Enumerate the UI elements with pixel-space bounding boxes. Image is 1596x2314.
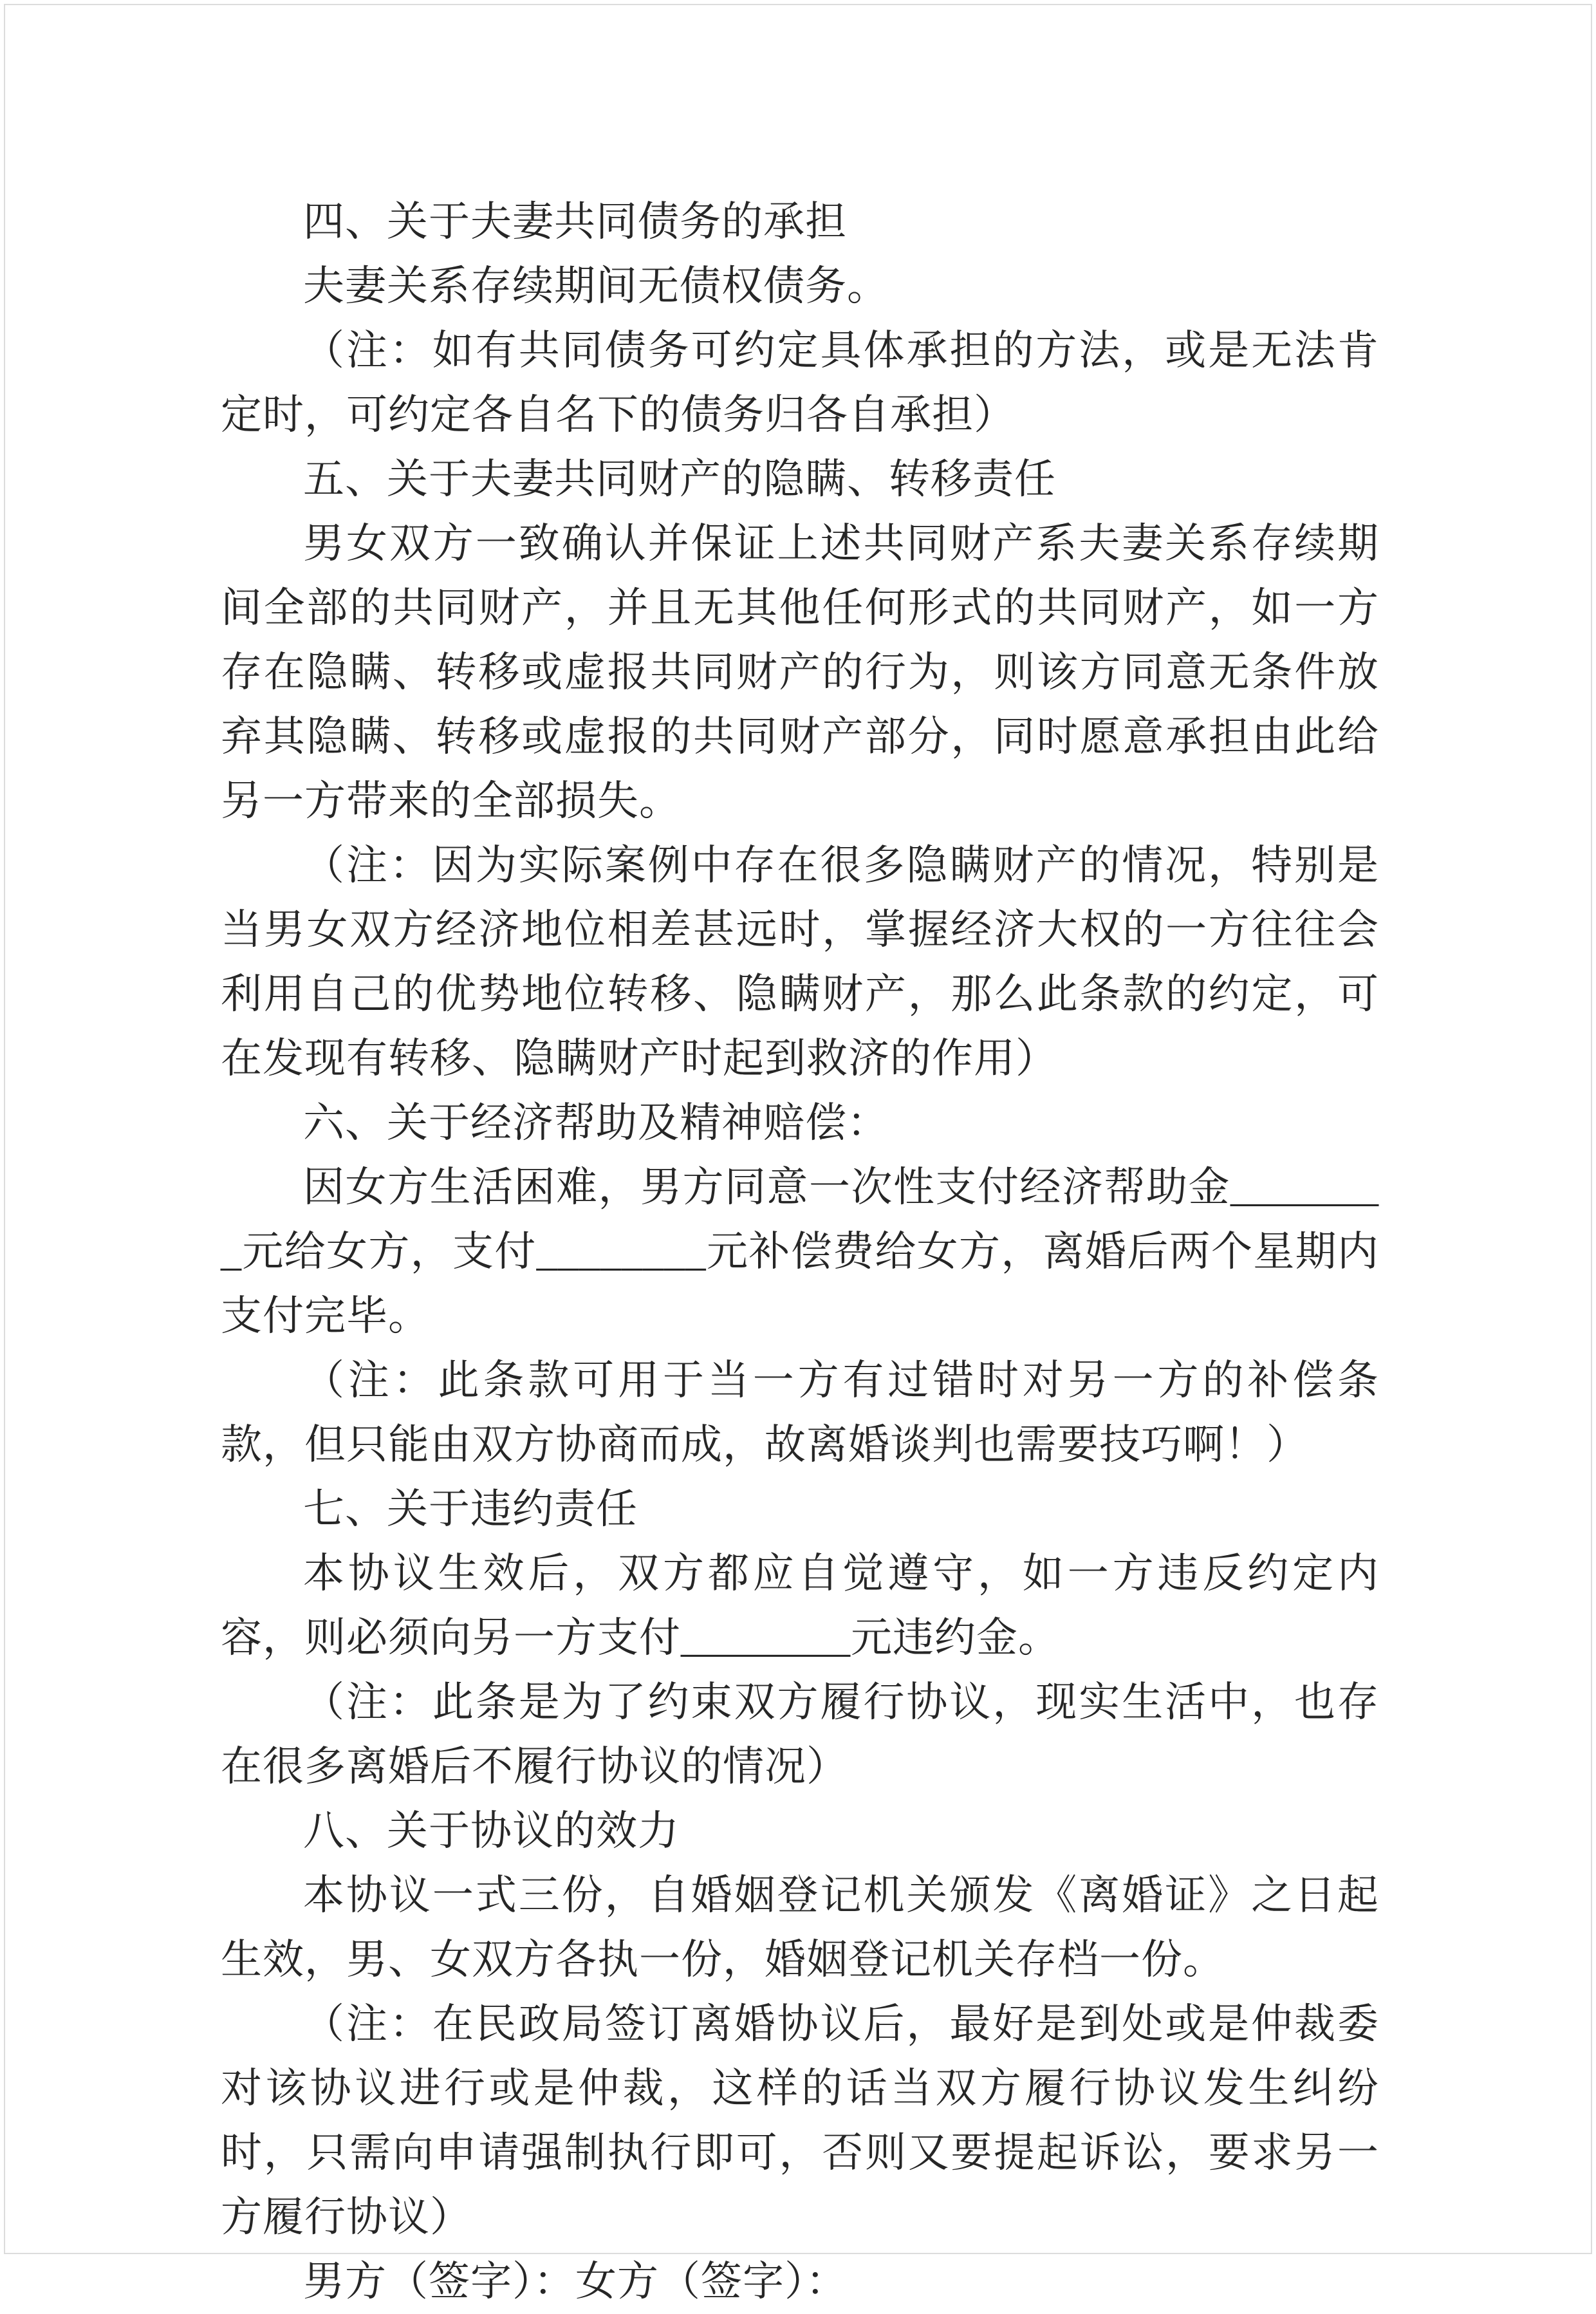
paragraph-concealment-body: 男女双方一致确认并保证上述共同财产系夫妻关系存续期间全部的共同财产，并且无其他任何形式的共同财产，如一方存在隐瞒、转移或虚报共同财产的行为，则该方同意无条件放弃其隐瞒、转移或虚报的共同财产部分，同时愿意承担由此给另一方带来的全部损失。 bbox=[221, 521, 1379, 824]
paragraph-compensation-body: 因女方生活困难，男方同意一次性支付经济帮助金________元给女方，支付________元补偿费给女方，离婚后两个星期内支付完毕。 bbox=[221, 1164, 1379, 1339]
document-body bbox=[221, 190, 1379, 2314]
paragraph-validity-note: （注：在民政局签订离婚协议后，最好是到处或是仲裁委对该协议进行或是仲裁，这样的话当双方履行协议发生纠纷时，只需向申请强制执行即可，否则又要提起诉讼，要求另一方履行协议） bbox=[221, 2001, 1379, 2240]
section-heading-breach: 七、关于违约责任 bbox=[303, 1486, 638, 1532]
section-heading-compensation: 六、关于经济帮助及精神赔偿： bbox=[303, 1100, 889, 1146]
section-heading-validity: 八、关于协议的效力 bbox=[303, 1808, 680, 1854]
paragraph-debts-note: （注：如有共同债务可约定具体承担的方法，或是无法肯定时，可约定各自名下的债务归各自承担） bbox=[221, 328, 1379, 438]
paragraph-breach-body: 本协议生效后，双方都应自觉遵守，如一方违反约定内容，则必须向另一方支付________元违约金。 bbox=[221, 1551, 1379, 1661]
paragraph-validity-body: 本协议一式三份，自婚姻登记机关颁发《离婚证》之日起生效，男、女双方各执一份，婚姻登记机关存档一份。 bbox=[221, 1872, 1379, 1983]
paragraph-concealment-note: （注：因为实际案例中存在很多隐瞒财产的情况，特别是当男女双方经济地位相差甚远时，掌握经济大权的一方往往会利用自己的优势地位转移、隐瞒财产，那么此条款的约定，可在发现有转移、隐瞒财产时起到救济的作用） bbox=[221, 843, 1379, 1081]
section-heading-concealment: 五、关于夫妻共同财产的隐瞒、转移责任 bbox=[303, 456, 1056, 502]
section-heading-debts: 四、关于夫妻共同债务的承担 bbox=[303, 199, 847, 245]
paragraph-compensation-note: （注：此条款可用于当一方有过错时对另一方的补偿条款，但只能由双方协商而成，故离婚谈判也需要技巧啊！） bbox=[221, 1358, 1379, 1468]
paragraph-breach-note: （注：此条是为了约束双方履行协议，现实生活中，也存在很多离婚后不履行协议的情况） bbox=[221, 1679, 1379, 1789]
paragraph-debts-body: 夫妻关系存续期间无债权债务。 bbox=[303, 263, 889, 309]
signature-line: 男方（签字）：女方（签字）： bbox=[303, 2259, 848, 2304]
